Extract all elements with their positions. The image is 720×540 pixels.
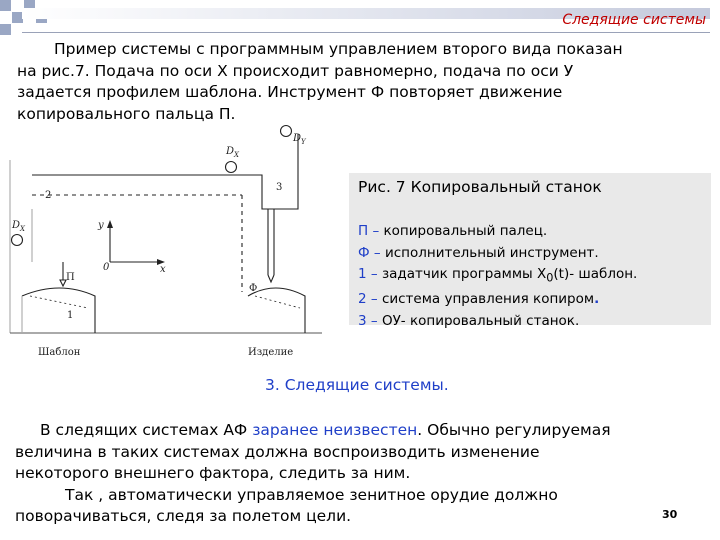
sensor-dx-top (226, 162, 237, 173)
body-line-2: величина в таких системах должна воспроизводить изменение (15, 442, 540, 461)
legend-item-tool: Ф – исполнительный инструмент. (358, 244, 599, 261)
axis-origin-label: 0 (103, 262, 110, 273)
label-3: 3 (276, 182, 283, 193)
label-2: 2 (45, 190, 52, 201)
body-paragraph (15, 420, 693, 528)
dx-top-label: $D_X$ (226, 146, 240, 159)
tool-label: Ф (249, 283, 258, 294)
intro-line-4: копировального пальца П. (17, 104, 236, 123)
axis-x-label: x (160, 264, 166, 275)
template-label: Шаблон (38, 347, 81, 358)
tool-tip (268, 275, 274, 282)
legend-item-1: 1 – задатчик программы $Х_0(t)-$ шаблон. (358, 266, 638, 285)
dy-label: $D_Y$ (293, 133, 306, 146)
sensor-dy (281, 126, 292, 137)
figure-legend (358, 221, 637, 332)
product-label: Изделие (248, 347, 294, 358)
body-line-3: некоторого внешнего фактора, следить за ним. (15, 464, 411, 482)
body-line-4: Так , автоматически управляемое зенитное орудие должно (65, 485, 558, 504)
dx-left-label: $D_X$ (12, 220, 26, 233)
intro-line-1: Пример системы с программным управлением второго вида показан (54, 40, 623, 58)
sensor-dx-left (12, 235, 23, 246)
body-line-5: поворачиваться, следя за полетом цели. (15, 507, 352, 525)
product-profile (248, 288, 305, 333)
page-number: 30 (662, 508, 678, 521)
legend-item-finger: П – копировальный палец. (358, 223, 548, 239)
intro-line-3: задается профилем шаблона. Инструмент Ф повторяет движение (17, 83, 563, 101)
label-1: 1 (67, 310, 74, 321)
section-heading: 3. Следящие системы. (265, 376, 449, 394)
legend-item-2: 2 – система управления копиром. (358, 291, 600, 308)
finger-label: П (66, 272, 75, 283)
template-profile (22, 288, 95, 333)
template-hatch-1 (30, 296, 88, 308)
legend-item-3: 3 – ОУ- копировальный станок. (358, 312, 580, 329)
intro-line-2: на рис.7. Подача по оси Х происходит равномерно, подача по оси У (17, 61, 574, 80)
axis-y-arrow (107, 220, 113, 228)
carriage-outline (32, 175, 298, 209)
body-line-1: В следящих системах АФ заранее неизвестен. Обычно регулируемая (40, 421, 611, 439)
axis-y-label: y (98, 220, 104, 231)
slide-header-title: Следящие системы (562, 12, 706, 28)
product-hatch-1 (255, 296, 300, 308)
figure-caption-title: Рис. 7 Копировальный станок (358, 178, 602, 196)
